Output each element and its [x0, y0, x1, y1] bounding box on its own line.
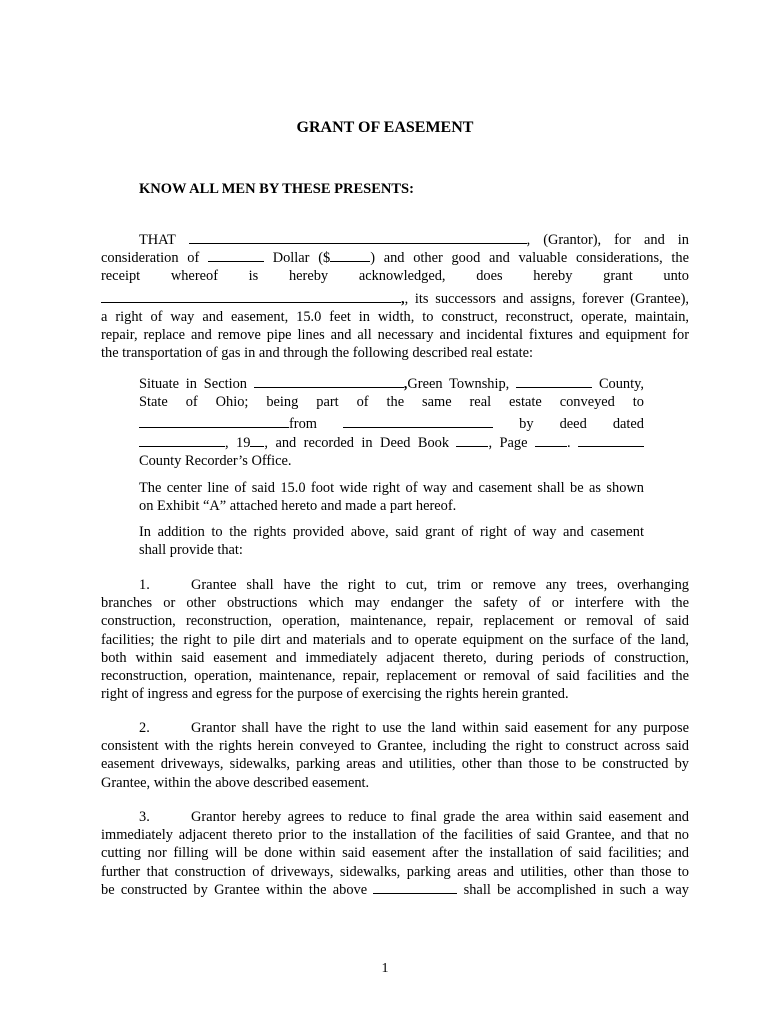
- opening-line-5: a right of way and easement, 15.0 feet in width, to construct, reconstruct, operate, maintain,: [101, 308, 689, 325]
- document-title: GRANT OF EASEMENT: [296, 119, 474, 136]
- recorder-county-blank[interactable]: [578, 434, 644, 447]
- clause-3-line-3: cutting nor filling will be done within said easement after the installation of said facilities; and: [101, 845, 689, 862]
- centerline-line-1: The center line of said 15.0 foot wide right of way and casement shall be as shown: [139, 480, 644, 496]
- opening-line-1: THAT , (Grantor), for and in: [139, 232, 689, 248]
- opening-line-4: ,, its successors and assigns, forever (Grantee),: [101, 290, 689, 308]
- dollar-amount-blank[interactable]: [330, 249, 370, 262]
- addition-line-1: In addition to the rights provided above, said grant of right of way and casement: [139, 524, 644, 540]
- opening-paragraph: [101, 231, 689, 362]
- clause-1-line-3: construction, reconstruction, operation, maintenance, repair, replacement or removal of said: [101, 613, 689, 630]
- opening-line-2: consideration of Dollar ($ ) and other good and valuable considerations, the: [101, 250, 689, 267]
- clause-3-line-5: be constructed by Grantee within the above shall be accomplished in such a way: [101, 881, 689, 898]
- clause-2: [101, 719, 689, 792]
- opening-line-3: receipt whereof is hereby acknowledged, does hereby grant unto: [101, 268, 689, 285]
- clause-1-line-4: facilities; the right to pile dirt and materials and to operate equipment on the surface of the land,: [101, 631, 689, 648]
- page-number: 1: [381, 961, 389, 976]
- situate-line-2: State of Ohio; being part of the same real estate conveyed to: [139, 394, 644, 411]
- year-blank[interactable]: [250, 434, 264, 447]
- clause-3: [101, 808, 689, 899]
- clause-1-line-1: 1. Grantee shall have the right to cut, trim or remove any trees, overhanging: [139, 577, 689, 593]
- situate-line-4: , 19 , and recorded in Deed Book , Page .: [139, 434, 644, 452]
- addition-line-2: shall provide that:: [139, 542, 243, 559]
- consideration-amount-blank[interactable]: [208, 249, 264, 262]
- centerline-paragraph: [139, 479, 644, 515]
- situate-line-1: Situate in Section ,Green Township, County,: [139, 376, 644, 392]
- clause-1-line-6: reconstruction, operation, maintenance, repair, replacement or removal of said facilities and the: [101, 667, 689, 684]
- conveyee-blank[interactable]: [139, 415, 289, 428]
- page-blank[interactable]: [535, 434, 567, 447]
- clause-1-line-5: both within said easement and immediately adjacent thereto, during periods of construction,: [101, 649, 689, 666]
- opening-line-6: repair, replace and remove pipe lines and all necessary and incidental fixtures and equipment for: [101, 326, 689, 343]
- opening-line-7: the transportation of gas in and through the following described real estate:: [101, 345, 533, 362]
- clause-3-line-2: immediately adjacent thereto prior to the installation of the facilities of said Grantee, and that no: [101, 827, 689, 844]
- preamble-heading: KNOW ALL MEN BY THESE PRESENTS:: [139, 181, 414, 197]
- grantor-name-blank[interactable]: [189, 231, 527, 244]
- above-blank[interactable]: [373, 881, 457, 894]
- conveyor-blank[interactable]: [343, 415, 493, 428]
- clause-3-line-4: further that construction of driveways, sidewalks, parking areas and utilities, other than those to: [101, 863, 689, 880]
- situate-line-3: from by deed dated: [139, 415, 644, 433]
- county-blank[interactable]: [516, 375, 592, 388]
- clause-3-line-1: 3. Grantor hereby agrees to reduce to final grade the area within said easement and: [139, 809, 689, 825]
- situate-line-5: County Recorder’s Office.: [139, 452, 292, 469]
- clause-2-line-1: 2. Grantor shall have the right to use the land within said easement for any purpose: [139, 720, 689, 736]
- deed-date-blank[interactable]: [139, 434, 225, 447]
- clause-1-line-2: branches or other obstructions which may endanger the safety of or interfere with the: [101, 595, 689, 612]
- centerline-line-2: on Exhibit “A” attached hereto and made a part hereof.: [139, 498, 457, 515]
- clause-1: [101, 576, 689, 703]
- clause-2-line-3: easement driveways, sidewalks, parking areas and utilities, other than those to be constructed by: [101, 756, 689, 773]
- clause-2-line-4: Grantee, within the above described easement.: [101, 774, 370, 791]
- addition-paragraph: [139, 523, 644, 559]
- section-blank[interactable]: [254, 375, 404, 388]
- deed-book-blank[interactable]: [456, 434, 488, 447]
- clause-2-line-2: consistent with the rights herein conveyed to Grantee, including the right to construct across said: [101, 738, 689, 755]
- clause-1-line-7: right of ingress and egress for the purpose of exercising the rights herein granted.: [101, 686, 569, 703]
- grantee-name-blank[interactable]: [101, 290, 401, 303]
- situate-paragraph: [139, 375, 644, 470]
